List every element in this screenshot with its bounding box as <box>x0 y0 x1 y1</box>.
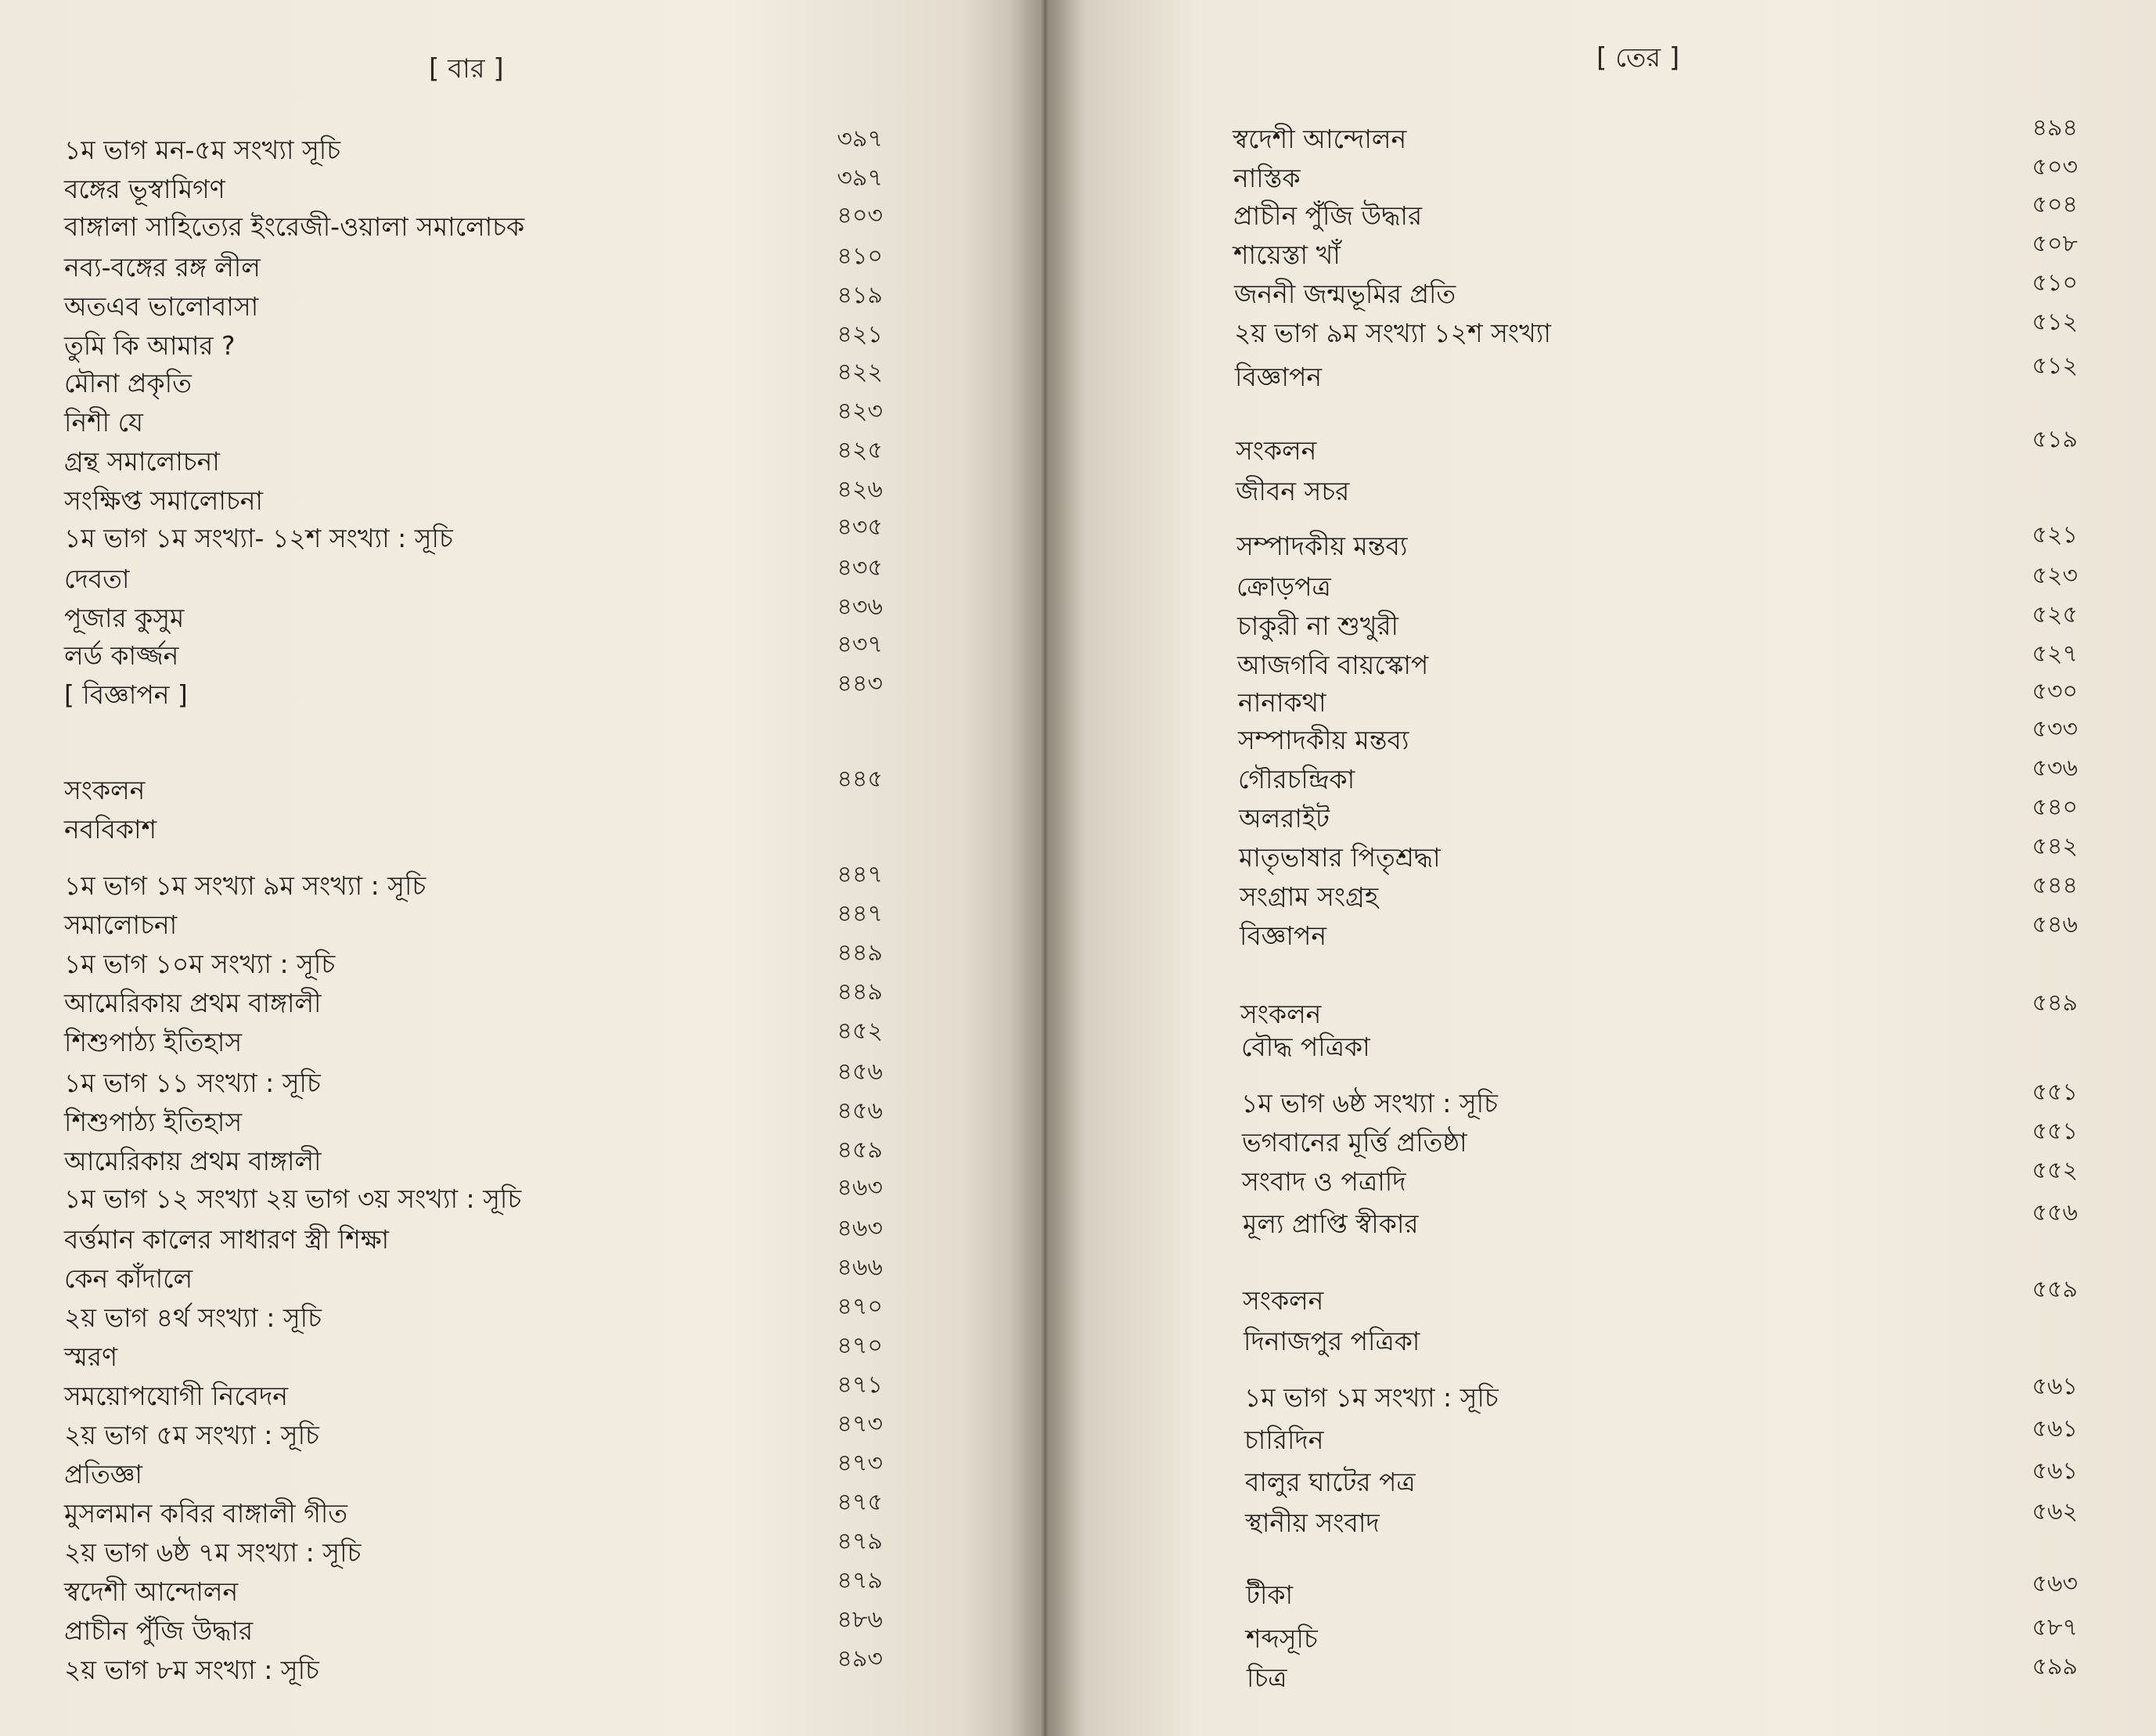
left-toc-entry-page-number: ৩৯৭ <box>837 125 883 153</box>
left-toc-entry-title: ২য় ভাগ ৬ষ্ঠ ৭ম সংখ্যা : সূচি <box>64 1537 362 1568</box>
right-toc-entry-page-number: ৫৩৬ <box>2032 755 2078 782</box>
right-toc-entry-page-number: ৫৯৯ <box>2032 1653 2078 1680</box>
right-toc-entry-page-number: ৫৩৩ <box>2032 715 2078 743</box>
right-toc-entry-title: স্বদেশী আন্দোলন <box>1233 124 1407 154</box>
left-toc-entry-title: লর্ড কার্জ্জন <box>64 640 179 671</box>
right-toc-entry-page-number: ৪৯৪ <box>2032 114 2078 142</box>
right-toc-entry-page-number: ৫১৯ <box>2032 426 2078 453</box>
right-toc-entry-title: শায়েস্তা খাঁ <box>1233 240 1341 270</box>
right-toc-entry-page-number: ৫৬১ <box>2032 1457 2078 1485</box>
left-toc-entry-title: সমালোচনা <box>64 909 178 940</box>
right-toc-entry-page-number: ৫১২ <box>2032 308 2078 336</box>
right-toc-entry-title: ক্রোড়পত্র <box>1236 571 1331 602</box>
right-toc-entry-title: ২য় ভাগ ৯ম সংখ্যা ১২শ সংখ্যা <box>1234 318 1551 348</box>
left-toc-entry-title: আমেরিকায় প্রথম বাঙ্গালী <box>64 1146 322 1176</box>
book-gutter <box>1010 0 1080 1736</box>
left-toc-entry-title: ২য় ভাগ ৪র্থ সংখ্যা : সূচি <box>64 1302 322 1333</box>
left-toc-entry-title: সংকলন <box>64 775 146 805</box>
left-page-header: [ বার ] <box>429 53 504 85</box>
right-toc-entry-page-number: ৫৫৯ <box>2032 1276 2078 1303</box>
left-toc-entry-page-number: ৪৫৬ <box>837 1097 883 1125</box>
right-toc-entry-title: স্থানীয় সংবাদ <box>1245 1507 1380 1538</box>
left-toc-entry-page-number: ৪৭৯ <box>837 1528 883 1555</box>
left-toc-entry-title: আমেরিকায় প্রথম বাঙ্গালী <box>64 988 322 1018</box>
right-toc-entry-title: নানাকথা <box>1238 687 1326 718</box>
left-toc-entry-title: স্মরণ <box>64 1342 118 1372</box>
left-toc-entry-title: দেবতা <box>64 564 130 594</box>
left-toc-entry-page-number: ৪৩৭ <box>837 631 883 658</box>
left-toc-entry-page-number: ৪২৩ <box>837 398 883 425</box>
left-toc-entry-title: তুমি কি আমার ? <box>64 330 236 361</box>
left-toc-entry-page-number: ৪১০ <box>837 243 883 270</box>
left-toc-entry-page-number: ৪৫৬ <box>837 1058 883 1086</box>
right-page-header: [ তের ] <box>1596 42 1680 74</box>
left-toc-entry-page-number: ৪৪৯ <box>837 939 883 967</box>
right-toc-entry-title: ১ম ভাগ ৬ষ্ঠ সংখ্যা : সূচি <box>1241 1088 1498 1118</box>
right-toc-entry-title: সম্পাদকীয় মন্তব্য <box>1236 531 1408 561</box>
left-toc-entry-title: বাঙ্গালা সাহিত্যের ইংরেজী-ওয়ালা সমালোচক <box>64 211 525 242</box>
right-toc-entry-title: জীবন সচর <box>1236 476 1350 506</box>
right-toc-entry-page-number: ৫৪৯ <box>2032 989 2078 1017</box>
left-toc-entry-page-number: ৪৭৯ <box>837 1567 883 1594</box>
left-toc-entry-title: পূজার কুসুম <box>64 603 185 633</box>
left-toc-entry-page-number: ৪৪৩ <box>837 670 883 697</box>
left-toc-entry-title: শিশুপাঠ্য ইতিহাস <box>64 1027 243 1057</box>
left-toc-entry-page-number: ৪২৫ <box>837 437 883 464</box>
right-toc-entry-title: বালুর ঘাটের পত্র <box>1245 1467 1416 1497</box>
left-toc-entry-page-number: ৪৯৩ <box>837 1645 883 1673</box>
left-toc-entry-page-number: ৪০৩ <box>837 202 883 229</box>
right-toc-entry-page-number: ৫৪৬ <box>2032 911 2078 938</box>
left-toc-entry-title: অতএব ভালোবাসা <box>64 291 259 322</box>
right-toc-entry-title: চিত্র <box>1247 1662 1287 1693</box>
left-toc-entry-title: নব্য-বঙ্গের রঙ্গ লীল <box>64 252 261 283</box>
right-toc-entry-title: টীকা <box>1246 1579 1294 1610</box>
left-toc-entry-title: ১ম ভাগ মন-৫ম সংখ্যা সূচি <box>64 135 341 165</box>
left-toc-entry-page-number: ৪২২ <box>837 358 883 386</box>
left-toc-entry-title: ১ম ভাগ ১ম সংখ্যা- ১২শ সংখ্যা : সূচি <box>64 523 453 553</box>
left-toc-entry-title: সংক্ষিপ্ত সমালোচনা <box>64 485 263 516</box>
left-toc-entry-page-number: ৪৬৩ <box>837 1215 883 1242</box>
left-toc-entry-page-number: ৪৫২ <box>837 1017 883 1045</box>
left-toc-entry-page-number: ৪৪৭ <box>837 861 883 888</box>
right-toc-entry-page-number: ৫২৩ <box>2032 562 2078 589</box>
left-toc-entry-page-number: ৪৭৩ <box>837 1410 883 1438</box>
left-toc-entry-page-number: ৪২৬ <box>837 476 883 503</box>
left-toc-entry-title: ১ম ভাগ ১২ সংখ্যা ২য় ভাগ ৩য় সংখ্যা : সূচি <box>64 1183 522 1214</box>
right-toc-entry-page-number: ৫০৪ <box>2032 191 2078 218</box>
right-toc-entry-page-number: ৫২৫ <box>2032 601 2078 628</box>
left-toc-entry-page-number: ৪৬৬ <box>837 1254 883 1281</box>
left-toc-entry-title: স্বদেশী আন্দোলন <box>64 1576 239 1607</box>
left-toc-entry-page-number: ৪২১ <box>837 321 883 348</box>
left-toc-entry-title: ২য় ভাগ ৫ম সংখ্যা : সূচি <box>64 1420 319 1450</box>
right-toc-entry-title: সম্পাদকীয় মন্তব্য <box>1238 725 1409 755</box>
right-toc-entry-page-number: ৫২৭ <box>2032 640 2078 668</box>
left-toc-entry-page-number: ৪৫৯ <box>837 1136 883 1164</box>
right-toc-entry-title: মূল্য প্রাপ্তি স্বীকার <box>1243 1208 1419 1239</box>
right-toc-entry-title: শব্দসূচি <box>1246 1623 1318 1654</box>
left-toc-entry-page-number: ৪৭০ <box>837 1332 883 1360</box>
right-toc-entry-page-number: ৫৬১ <box>2032 1415 2078 1442</box>
left-toc-entry-title: নিশী যে <box>64 407 143 438</box>
right-toc-entry-page-number: ৫৫১ <box>2032 1118 2078 1145</box>
left-toc-entry-title: ১ম ভাগ ১১ সংখ্যা : সূচি <box>64 1068 321 1098</box>
right-toc-entry-page-number: ৫৫২ <box>2032 1157 2078 1184</box>
left-toc-entry-title: প্রতিজ্ঞা <box>64 1459 142 1489</box>
right-toc-entry-page-number: ৫৪০ <box>2032 794 2078 821</box>
right-toc-entry-page-number: ৫৬৩ <box>2032 1570 2078 1597</box>
left-toc-entry-page-number: ৪৭০ <box>837 1293 883 1320</box>
left-toc-entry-title: প্রাচীন পুঁজি উদ্ধার <box>64 1615 254 1646</box>
left-toc-entry-title: বঙ্গের ভূস্বামিগণ <box>64 174 225 204</box>
left-toc-entry-page-number: ৪৪৯ <box>837 978 883 1006</box>
right-toc-entry-page-number: ৫৫৬ <box>2032 1199 2078 1226</box>
right-toc-entry-title: অলরাইট <box>1239 803 1330 834</box>
right-toc-entry-title: নাস্তিক <box>1233 163 1301 193</box>
left-toc-entry-page-number: ৩৯৭ <box>837 164 883 192</box>
right-toc-entry-page-number: ৫৪২ <box>2032 833 2078 860</box>
right-toc-entry-title: সংকলন <box>1240 999 1322 1029</box>
left-toc-entry-page-number: ৪১৯ <box>837 282 883 309</box>
left-toc-entry-page-number: ৪৪৫ <box>837 765 883 793</box>
left-toc-entry-title: ২য় ভাগ ৮ম সংখ্যা : সূচি <box>64 1655 319 1685</box>
left-toc-entry-page-number: ৪৪৭ <box>837 900 883 927</box>
right-toc-entry-title: সংকলন <box>1243 1285 1324 1316</box>
right-toc-entry-title: সংগ্রাম সংগ্রহ <box>1240 881 1379 912</box>
right-toc-entry-page-number: ৫৮৭ <box>2032 1614 2078 1641</box>
right-toc-entry-page-number: ৫০৮ <box>2032 230 2078 258</box>
left-toc-entry-page-number: ৪৭৫ <box>837 1489 883 1516</box>
left-toc-entry-title: সময়োপযোগী নিবেদন <box>64 1381 288 1411</box>
right-toc-entry-title: জননী জন্মভূমির প্রতি <box>1234 279 1456 309</box>
right-toc-entry-page-number: ৫৬২ <box>2032 1498 2078 1525</box>
right-toc-entry-page-number: ৫৪৪ <box>2032 872 2078 899</box>
right-toc-entry-page-number: ৫৬১ <box>2032 1373 2078 1400</box>
right-toc-entry-title: সংকলন <box>1236 435 1317 466</box>
right-toc-entry-title: মাতৃভাষার পিতৃশ্রদ্ধা <box>1239 842 1441 873</box>
left-toc-entry-title: ১ম ভাগ ১০ম সংখ্যা : সূচি <box>64 949 336 979</box>
right-toc-entry-page-number: ৫০৩ <box>2032 153 2078 181</box>
right-toc-entry-title: চারিদিন <box>1244 1424 1324 1455</box>
right-toc-entry-page-number: ৫৩০ <box>2032 678 2078 705</box>
left-toc-entry-title: গ্রন্থ সমালোচনা <box>64 446 220 477</box>
left-toc-entry-page-number: ৪৬৩ <box>837 1174 883 1201</box>
right-toc-entry-page-number: ৫২১ <box>2032 521 2078 549</box>
right-page <box>1045 0 2156 1736</box>
left-toc-entry-title: মৌনা প্রকৃতি <box>64 368 192 398</box>
left-page <box>0 0 1045 1736</box>
left-toc-entry-title: মুসলমান কবির বাঙ্গালী গীত <box>64 1498 348 1529</box>
left-toc-entry-page-number: ৪৩৬ <box>837 593 883 621</box>
right-toc-entry-title: ১ম ভাগ ১ম সংখ্যা : সূচি <box>1244 1382 1499 1413</box>
right-toc-entry-page-number: ৫৫১ <box>2032 1079 2078 1106</box>
right-toc-entry-title: বৌদ্ধ পত্রিকা <box>1241 1032 1370 1062</box>
left-toc-entry-title: ১ম ভাগ ১ম সংখ্যা ৯ম সংখ্যা : সূচি <box>64 870 427 901</box>
right-toc-entry-page-number: ৫১০ <box>2032 269 2078 297</box>
left-toc-entry-page-number: ৪৩৫ <box>837 554 883 582</box>
right-toc-entry-title: গৌরচন্দ্রিকা <box>1238 764 1355 794</box>
right-toc-entry-title: চাকুরী না শুখুরী <box>1237 610 1398 641</box>
right-toc-entry-title: দিনাজপুর পত্রিকা <box>1244 1326 1420 1356</box>
left-toc-entry-page-number: ৪৮৬ <box>837 1606 883 1633</box>
right-toc-entry-title: আজগবি বায়স্কোপ <box>1237 650 1429 680</box>
left-toc-entry-page-number: ৪৭১ <box>837 1371 883 1399</box>
right-toc-entry-title: প্রাচীন পুঁজি উদ্ধার <box>1233 200 1423 231</box>
left-toc-entry-page-number: ৪৭৩ <box>837 1450 883 1477</box>
right-toc-entry-title: ভগবানের মূর্ত্তি প্রতিষ্ঠা <box>1242 1127 1467 1158</box>
right-toc-entry-title: বিজ্ঞাপন <box>1240 920 1327 951</box>
right-toc-entry-title: বিজ্ঞাপন <box>1235 362 1323 392</box>
left-toc-entry-title: বর্ত্তমান কালের সাধারণ স্ত্রী শিক্ষা <box>64 1224 390 1255</box>
right-toc-entry-title: সংবাদ ও পত্রাদি <box>1242 1166 1406 1197</box>
right-toc-entry-page-number: ৫১২ <box>2032 352 2078 380</box>
left-toc-entry-title: শিশুপাঠ্য ইতিহাস <box>64 1107 243 1137</box>
left-toc-entry-title: [ বিজ্ঞাপন ] <box>64 679 188 710</box>
left-toc-entry-title: কেন কাঁদালে <box>64 1263 193 1294</box>
left-toc-entry-page-number: ৪৩৫ <box>837 513 883 541</box>
left-toc-entry-title: নববিকাশ <box>64 814 157 845</box>
